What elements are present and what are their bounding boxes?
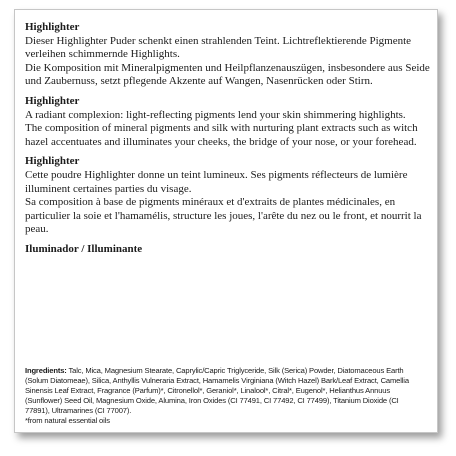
paragraph-german-2: Die Komposition mit Mineralpigmenten und Heilpflanzenauszügen, insbesondere aus Seide und Zaubernuss, setzt pflegende Akzente auf Wangen, Nasenrücken oder Stirn. xyxy=(25,61,430,88)
ingredients-label: Ingredients: xyxy=(25,366,67,375)
ingredients-text: Talc, Mica, Magnesium Stearate, Caprylic/Capric Triglyceride, Silk (Serica) Powder, Diatomaceous Earth (Solum Diatomeae), Silica, Anthyllis Vulneraria Extract, Hamamelis Virginiana (Witch Hazel) Bark/Leaf Extract, Camellia Sinensis Leaf Extract, Fragrance (Parfum)*, Citronellol*, Geraniol*, Linalool*, Citral*, Eugenol*, Helianthus Annuus (Sunflower) Seed Oil, Magnesium Oxide, Alumina, Iron Oxides (CI 77491, CI 77492, CI 77499), Titanium Dioxide (CI 77891), Ultramarines (CI 77007). xyxy=(25,366,409,415)
paragraph-french-2: Sa composition à base de pigments minéraux et d'extraits de plantes médicinales, en particulier la soie et l'hamamélis, structure les joues, l'arête du nez ou le front, et nourrit la peau. xyxy=(25,196,422,236)
paragraph-german-1: Dieser Highlighter Puder schenkt einen strahlenden Teint. Lichtreflektierende Pigmente verleihen schimmernde Highlights. xyxy=(25,34,412,61)
heading-english: Highlighter xyxy=(25,94,80,107)
product-info-card xyxy=(14,9,438,433)
ingredients-footnote: *from natural essential oils xyxy=(25,416,110,425)
section-french xyxy=(25,155,430,237)
heading-french: Highlighter xyxy=(25,155,80,168)
description-content xyxy=(25,21,430,257)
paragraph-english-1: A radiant complexion: light-reflecting pigments lend your skin shimmering highlights. xyxy=(25,108,406,121)
ingredients-block xyxy=(25,366,423,426)
subtitle-spanish-italian: Iluminador / Illuminante xyxy=(25,242,143,255)
section-german xyxy=(25,21,430,89)
section-english xyxy=(25,95,430,149)
paragraph-english-2: The composition of mineral pigments and silk with nurturing plant extracts such as witch hazel accentuates and illuminates your cheeks, the bridge of your nose, or your forehead. xyxy=(25,122,418,148)
heading-german: Highlighter xyxy=(25,21,80,33)
ingredients-list xyxy=(25,366,423,416)
paragraph-french-1: Cette poudre Highlighter donne un teint lumineux. Ses pigments réflecteurs de lumière illuminent certaines parties du visage. xyxy=(25,168,408,195)
